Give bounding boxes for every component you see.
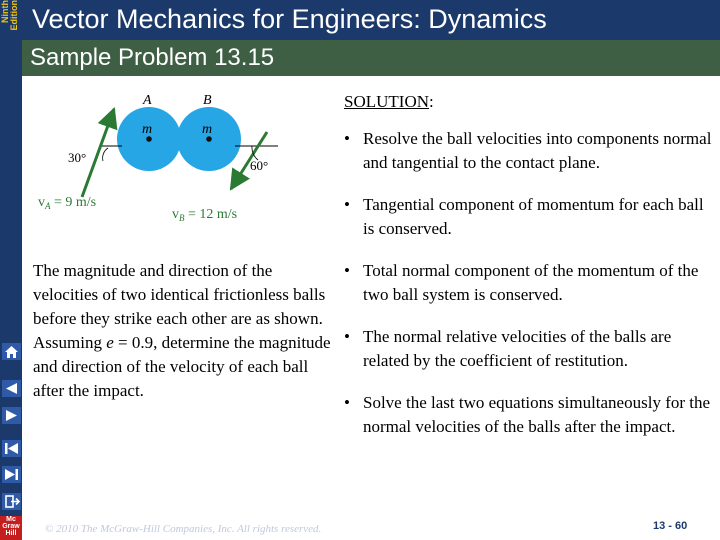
previous-slide-icon[interactable] [2,380,21,397]
solution-heading-text: SOLUTION [344,92,429,111]
ball-b-center [206,136,212,142]
mass-b: m [202,122,213,137]
solution-step-text: The normal relative velocities of the balls are related by the coefficient of restitution. [363,327,672,370]
solution-heading [344,91,434,113]
copyright-notice: © 2010 The McGraw-Hill Companies, Inc. All rights reserved. [45,523,322,535]
solution-step-text: Solve the last two equations simultaneously for the normal velocities of the balls after the impact. [363,393,711,436]
angle-b-label: 60° [250,158,269,173]
mcgraw-hill-logo [0,516,22,540]
label-b: B [203,93,212,108]
velocity-b-label: $v_B = 12$ m/s [172,207,238,223]
problem-statement [33,259,333,403]
left-sidebar [0,0,22,540]
edition-label [0,0,23,42]
velocity-a-label: $v_A = 9$ m/s [38,195,97,211]
mass-a: m [142,122,153,137]
solution-step-text: Resolve the ball velocities into components normal and tangential to the contact plane. [363,129,712,172]
exit-icon[interactable] [2,493,21,510]
home-icon[interactable] [2,343,21,360]
problem-title: Sample Problem 13.15 [30,44,275,71]
solution-step-2 [344,193,716,241]
collision-figure [30,84,320,234]
logo-text-hill: Hill [5,530,17,537]
edition-edition-text: Edition [9,0,19,31]
bullet-marker: • [344,327,350,346]
first-slide-icon[interactable] [2,440,21,457]
bullet-marker: • [344,195,350,214]
velocity-a-arrow [82,109,114,197]
page-number: 13 - 60 [653,520,688,532]
restitution-symbol: e [106,333,114,352]
course-title: Vector Mechanics for Engineers: Dynamics [32,4,547,34]
solution-step-text: Total normal component of the momentum of the two ball system is conserved. [363,261,699,304]
subtitle-bar [22,40,720,76]
solution-heading-colon: : [429,92,434,111]
label-a: A [143,93,152,108]
solution-step-4 [344,325,716,373]
solution-step-text: Tangential component of momentum for each ball is conserved. [363,195,704,238]
problem-text-before: The magnitude and direction of the velocities of two identical frictionless balls before they strike each other are as shown. Assuming [33,261,326,352]
solution-step-3 [344,259,716,307]
angle-arc-a [103,148,108,161]
solution-step-5 [344,391,716,439]
last-slide-icon[interactable] [2,466,21,483]
edition-ninth-text: Ninth [0,0,10,23]
problem-text-after: = 0.9, determine the magnitude and direction of the velocity of each ball after the impact. [33,333,331,400]
logo-text-graw: Graw [2,523,20,530]
logo-text-mc: Mc [6,516,16,523]
title-bar [22,0,720,40]
next-slide-icon[interactable] [2,407,21,424]
solution-steps [344,127,716,439]
solution-step-1 [344,127,716,175]
bullet-marker: • [344,393,350,412]
ball-a-center [146,136,152,142]
bullet-marker: • [344,129,350,148]
angle-a-label: 30° [68,150,87,165]
bullet-marker: • [344,261,350,280]
